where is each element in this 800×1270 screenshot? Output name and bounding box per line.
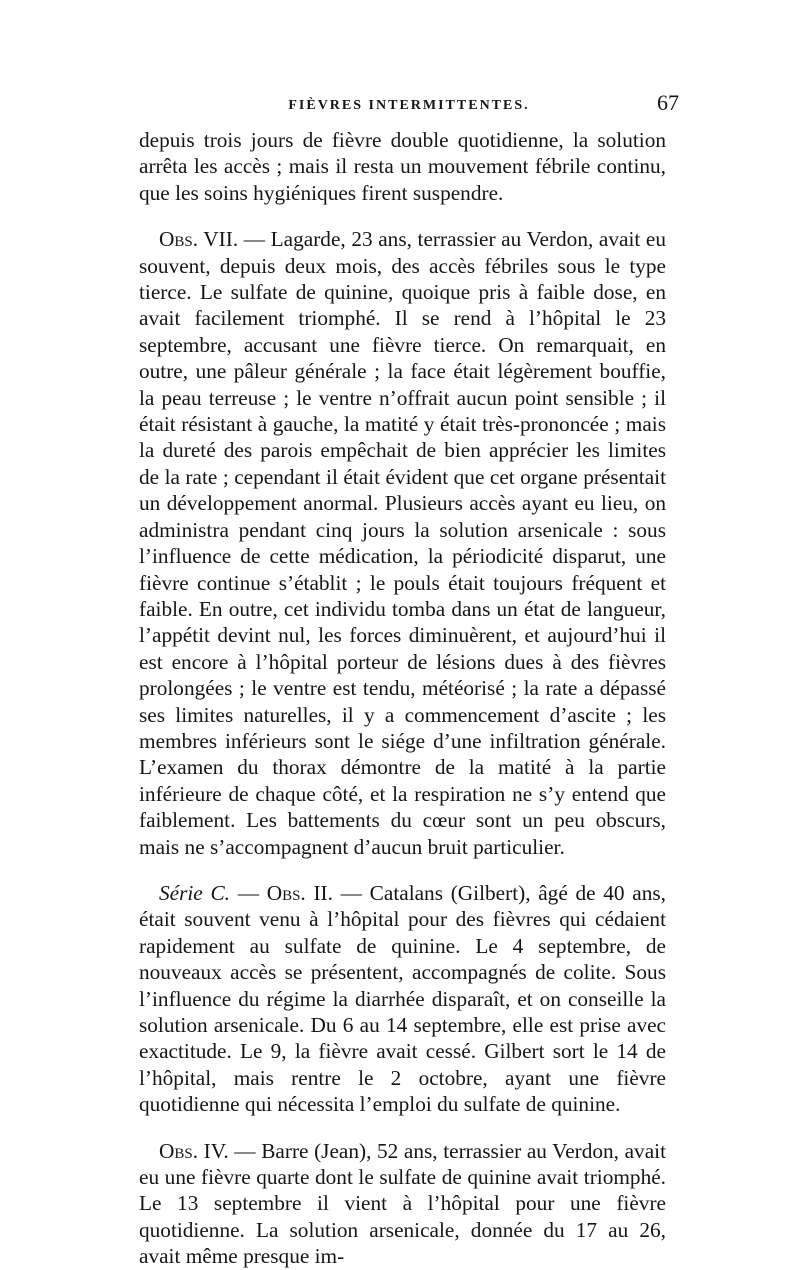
paragraph-text: — Lagarde, 23 ans, terrassier au Verdon, avait eu souvent, depuis deux mois, des accès fébriles sous le type tierce. Le sulfate de quinine, quoique pris à faible dose, en avait facilement triomphé. Il se rend à l’hôpital le 23 septembre, accusant une fièvre tierce. On remarquait, en outre, une pâleur générale ; la face était légèrement bouffie, la peau terreuse ; le ventre n’offrait aucun point sensible ; il était résistant à gauche, la matité y était très-prononcée ; mais la dureté des parois empêchait de bien apprécier les limites de la rate ; cependant il était évident que cet organe présentait un développement anormal. Plusieurs accès ayant eu lieu, on administra pendant cinq jours la solution arsenicale : sous l’influence de cette médication, la périodicité disparut, une fièvre continue s’établit ; le pouls était toujours fréquent et faible. En outre, cet individu tomba dans un état de langueur, l’appétit devint nul, les forces diminuèrent, et aujourd’hui il est encore à l’hôpital porteur de lésions dues à des fièvres prolongées ; le ventre est tendu, météorisé ; la rate a dépassé ses limites naturelles, il y a commencement d’ascite ; les membres inférieurs sont le siége d’une infiltration générale. L’examen du thorax démontre de la matité à la partie inférieure de chaque côté, et la respiration ne s’y entend que faiblement. Les battements du cœur sont un peu obscurs, mais ne s’accompagnent d’aucun bruit particulier. (139, 227, 666, 859)
paragraph-obs-vii (139, 226, 666, 860)
observation-label: Obs. II. (266, 880, 333, 905)
observation-label: Obs. VII. (159, 227, 239, 252)
paragraph-text: — Catalans (Gilbert), âgé de 40 ans, était souvent venu à l’hôpital pour des fièvres qui cédaient rapidement au sulfate de quinine. Le 4 septembre, de nouveaux accès se présentent, accompagnés de colite. Sous l’influence du régime la diarrhée disparaît, et on conseille la solution arsenicale. Du 6 au 14 septembre, elle est prise avec exactitude. Le 9, la fièvre avait cessé. Gilbert sort le 14 de l’hôpital, mais rentre le 2 octobre, ayant une fièvre quotidienne qui nécessita l’emploi du sulfate de quinine. (139, 880, 666, 1117)
page-header (139, 88, 679, 118)
paragraph-obs-iv (139, 1138, 666, 1270)
page-number: 67 (657, 90, 679, 115)
paragraph-continuation (139, 127, 666, 206)
paragraph-text: depuis trois jours de fièvre double quotidienne, la solution arrêta les accès ; mais il resta un mouvement fébrile continu, que les soins hygiéniques firent suspendre. (139, 128, 666, 205)
body-text (139, 127, 666, 1270)
paragraph-serie-c-obs-ii: Série C. — Obs. II. — Catalans (Gilbert), âgé de 40 ans, était souvent venu à l’hôpital pour des fièvres qui cédaient rapidement au sulfate de quinine. Le 4 septembre, de nouveaux accès se présentent, accompagnés de colite. Sous l’influence du régime la diarrhée disparaît, et on conseille la solution arsenicale. Du 6 au 14 septembre, elle est prise avec exactitude. Le 9, la fièvre avait cessé. Gilbert sort le 14 de l’hôpital, mais rentre le 2 octobre, ayant une fièvre quotidienne qui nécessita l’emploi du sulfate de quinine. (139, 880, 666, 1117)
paragraph-text: — Barre (Jean), 52 ans, terrassier au Verdon, avait eu une fièvre quarte dont le sulfate de quinine avait triomphé. Le 13 septembre il vient à l’hôpital pour une fièvre quotidienne. La solution arsenicale, donnée du 17 au 26, avait même presque im- (139, 1138, 666, 1269)
observation-label: Obs. IV. (159, 1138, 229, 1163)
running-title: FIÈVRES INTERMITTENTES. (288, 98, 530, 113)
series-label: Série C. (159, 880, 230, 905)
